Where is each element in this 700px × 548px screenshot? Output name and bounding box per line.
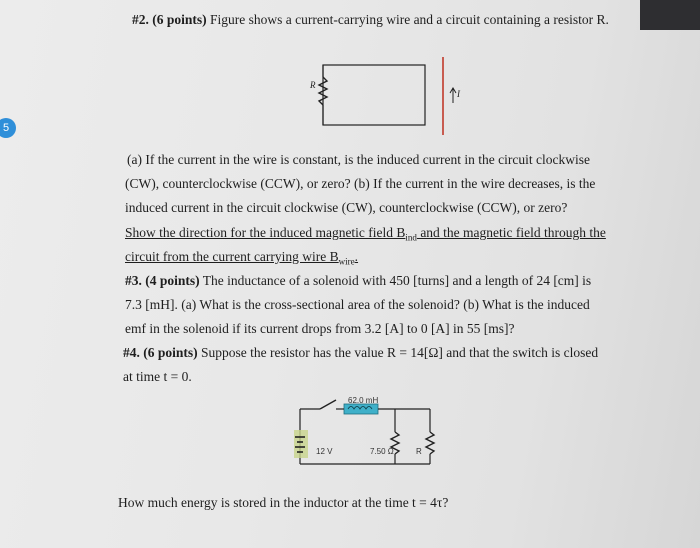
problem2-heading [132,12,609,28]
b-ind-subscript: ind [405,232,417,243]
problem2-intro: Figure shows a current-carrying wire and a circuit containing a resistor R. [210,12,609,27]
problem2-number: #2. (6 points) [132,12,207,27]
problem2-show-line1 [125,225,606,243]
problem3-line1 [125,273,591,289]
problem3-line3: emf in the solenoid if its current drops from 3.2 [A] to 0 [A] in 55 [ms]? [125,321,515,336]
show-line1-text: Show the direction for the induced magnetic field B [125,225,406,240]
inductor-symbol [344,404,378,414]
page-badge: 5 [0,118,16,138]
problem4-line2: at time t = 0. [123,369,192,384]
b-wire-subscript: wire [338,256,355,267]
fig-resistor-label: R [310,80,316,90]
fig-current-label: I [457,89,460,99]
problem4-number: #4. (6 points) [123,345,198,360]
resistor2-symbol [426,432,434,454]
resistor1-label: 7.50 Ω [370,447,394,456]
problem2-part-a-line1: (a) If the current in the wire is constant, is the induced current in the circuit clockwise [127,152,590,167]
problem3-number: #3. (4 points) [125,273,200,288]
problem4-text1: Suppose the resistor has the value R = 14[Ω] and that the switch is closed [201,345,599,360]
circuit-loop [323,65,425,125]
problem2-part-a-line2: (CW), counterclockwise (CCW), or zero? (b) If the current in the wire decreases, is the [125,176,596,191]
problem3-line2: 7.3 [mH]. (a) What is the cross-sectional area of the solenoid? (b) What is the induced [125,297,590,312]
show-line1-end: and the magnetic field through the [416,225,606,240]
background-edge [640,0,700,30]
problem4-line1 [123,345,598,361]
problem3-text1: The inductance of a solenoid with 450 [turns] and a length of 24 [cm] is [202,273,592,288]
show-line2-end: . [354,249,359,264]
battery-label: 12 V [316,447,333,456]
wire-circuit-figure [300,55,470,135]
problem2-part-a-line3: induced current in the circuit clockwise (CW), counterclockwise (CCW), or zero? [125,200,568,215]
inductor-label: 62.0 mH [348,396,379,405]
problem2-show-line2 [125,249,358,267]
switch-symbol [320,400,336,409]
problem4-question: How much energy is stored in the inductor at the time t = 4τ? [118,495,449,510]
resistor2-label: R [416,447,422,456]
battery-highlight [294,430,308,458]
show-line2-text: circuit from the current carrying wire B [125,249,339,264]
